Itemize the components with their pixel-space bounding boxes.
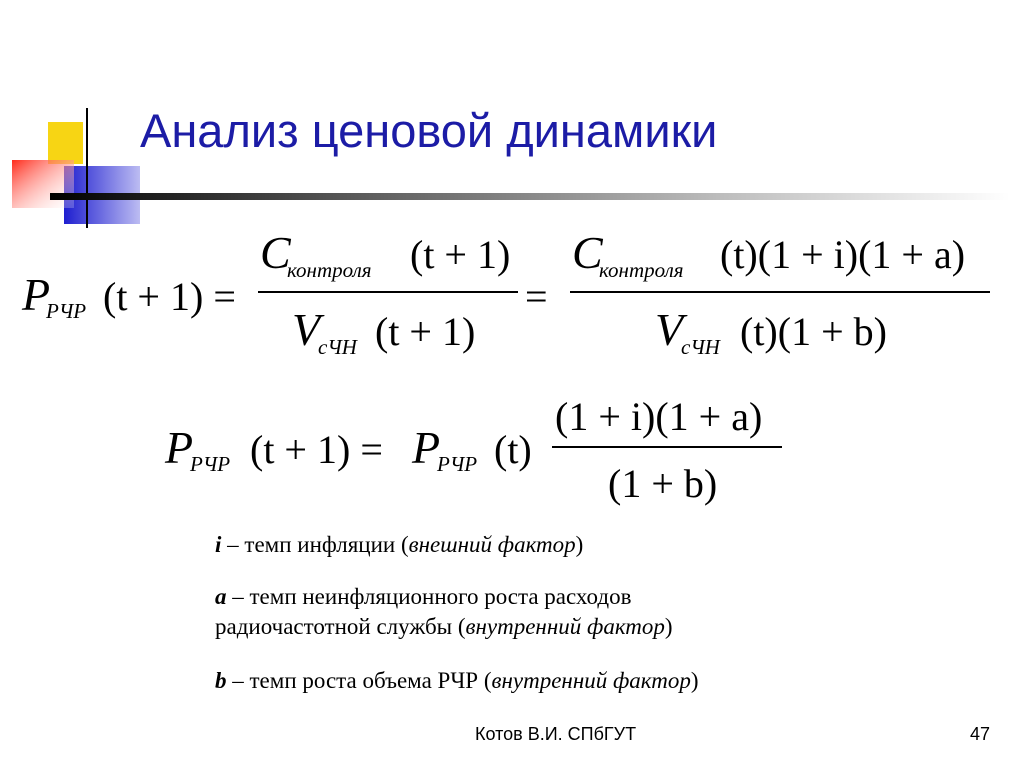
f1-P: P [22, 269, 51, 320]
def-text: – темп неинфляционного роста расходов [232, 584, 632, 609]
page-number: 47 [970, 724, 991, 744]
f2-den: (1 + b) [608, 461, 718, 506]
f2-rhs-arg: (t) [494, 427, 532, 472]
def-var: i [215, 532, 222, 557]
def-text2: радиочастотной службы ( [215, 614, 466, 639]
f1-num2: (t)(1 + i)(1 + a) [720, 232, 966, 277]
footer-author: Котов В.И. СПбГУТ [475, 724, 637, 744]
f1-den1-arg: (t + 1) [375, 309, 476, 354]
f1-eq: = [525, 274, 548, 319]
f1-V1: V [292, 304, 321, 355]
definition-b [215, 666, 835, 696]
def-note: внутренний фактор [491, 668, 691, 693]
def-note: внутренний фактор [465, 614, 665, 639]
f1-sub-rchr: РЧР [46, 299, 87, 323]
f1-sub-kontr2: контроля [599, 258, 684, 282]
definition-a [215, 582, 835, 642]
def-close: ) [575, 532, 584, 557]
def-var: b [215, 668, 227, 693]
f1-V2: V [655, 304, 684, 355]
f1-C2: C [572, 227, 603, 278]
def-var: a [215, 584, 227, 609]
f2-num: (1 + i)(1 + a) [555, 394, 763, 439]
f2-P2: P [412, 422, 441, 473]
def-note: внешний фактор [408, 532, 576, 557]
f1-lhs-arg: (t + 1) = [103, 274, 236, 319]
f2-sub-rchr1: РЧР [190, 452, 231, 476]
def-close: ) [664, 614, 673, 639]
f2-lhs-arg: (t + 1) = [250, 427, 383, 472]
f1-den2: (t)(1 + b) [740, 309, 887, 354]
f2-P1: P [165, 422, 194, 473]
def-close: ) [690, 668, 699, 693]
f1-num1-arg: (t + 1) [410, 232, 511, 277]
f1-sub-schn1: сЧН [318, 335, 357, 359]
f1-sub-schn2: сЧН [681, 335, 720, 359]
page-title: Анализ ценовой динамики [140, 104, 718, 157]
f1-sub-kontr1: контроля [287, 258, 372, 282]
def-text: – темп инфляции ( [227, 532, 409, 557]
f2-sub-rchr2: РЧР [437, 452, 478, 476]
def-text: – темп роста объема РЧР ( [232, 668, 492, 693]
f1-C1: C [260, 227, 291, 278]
definition-i [215, 530, 835, 560]
